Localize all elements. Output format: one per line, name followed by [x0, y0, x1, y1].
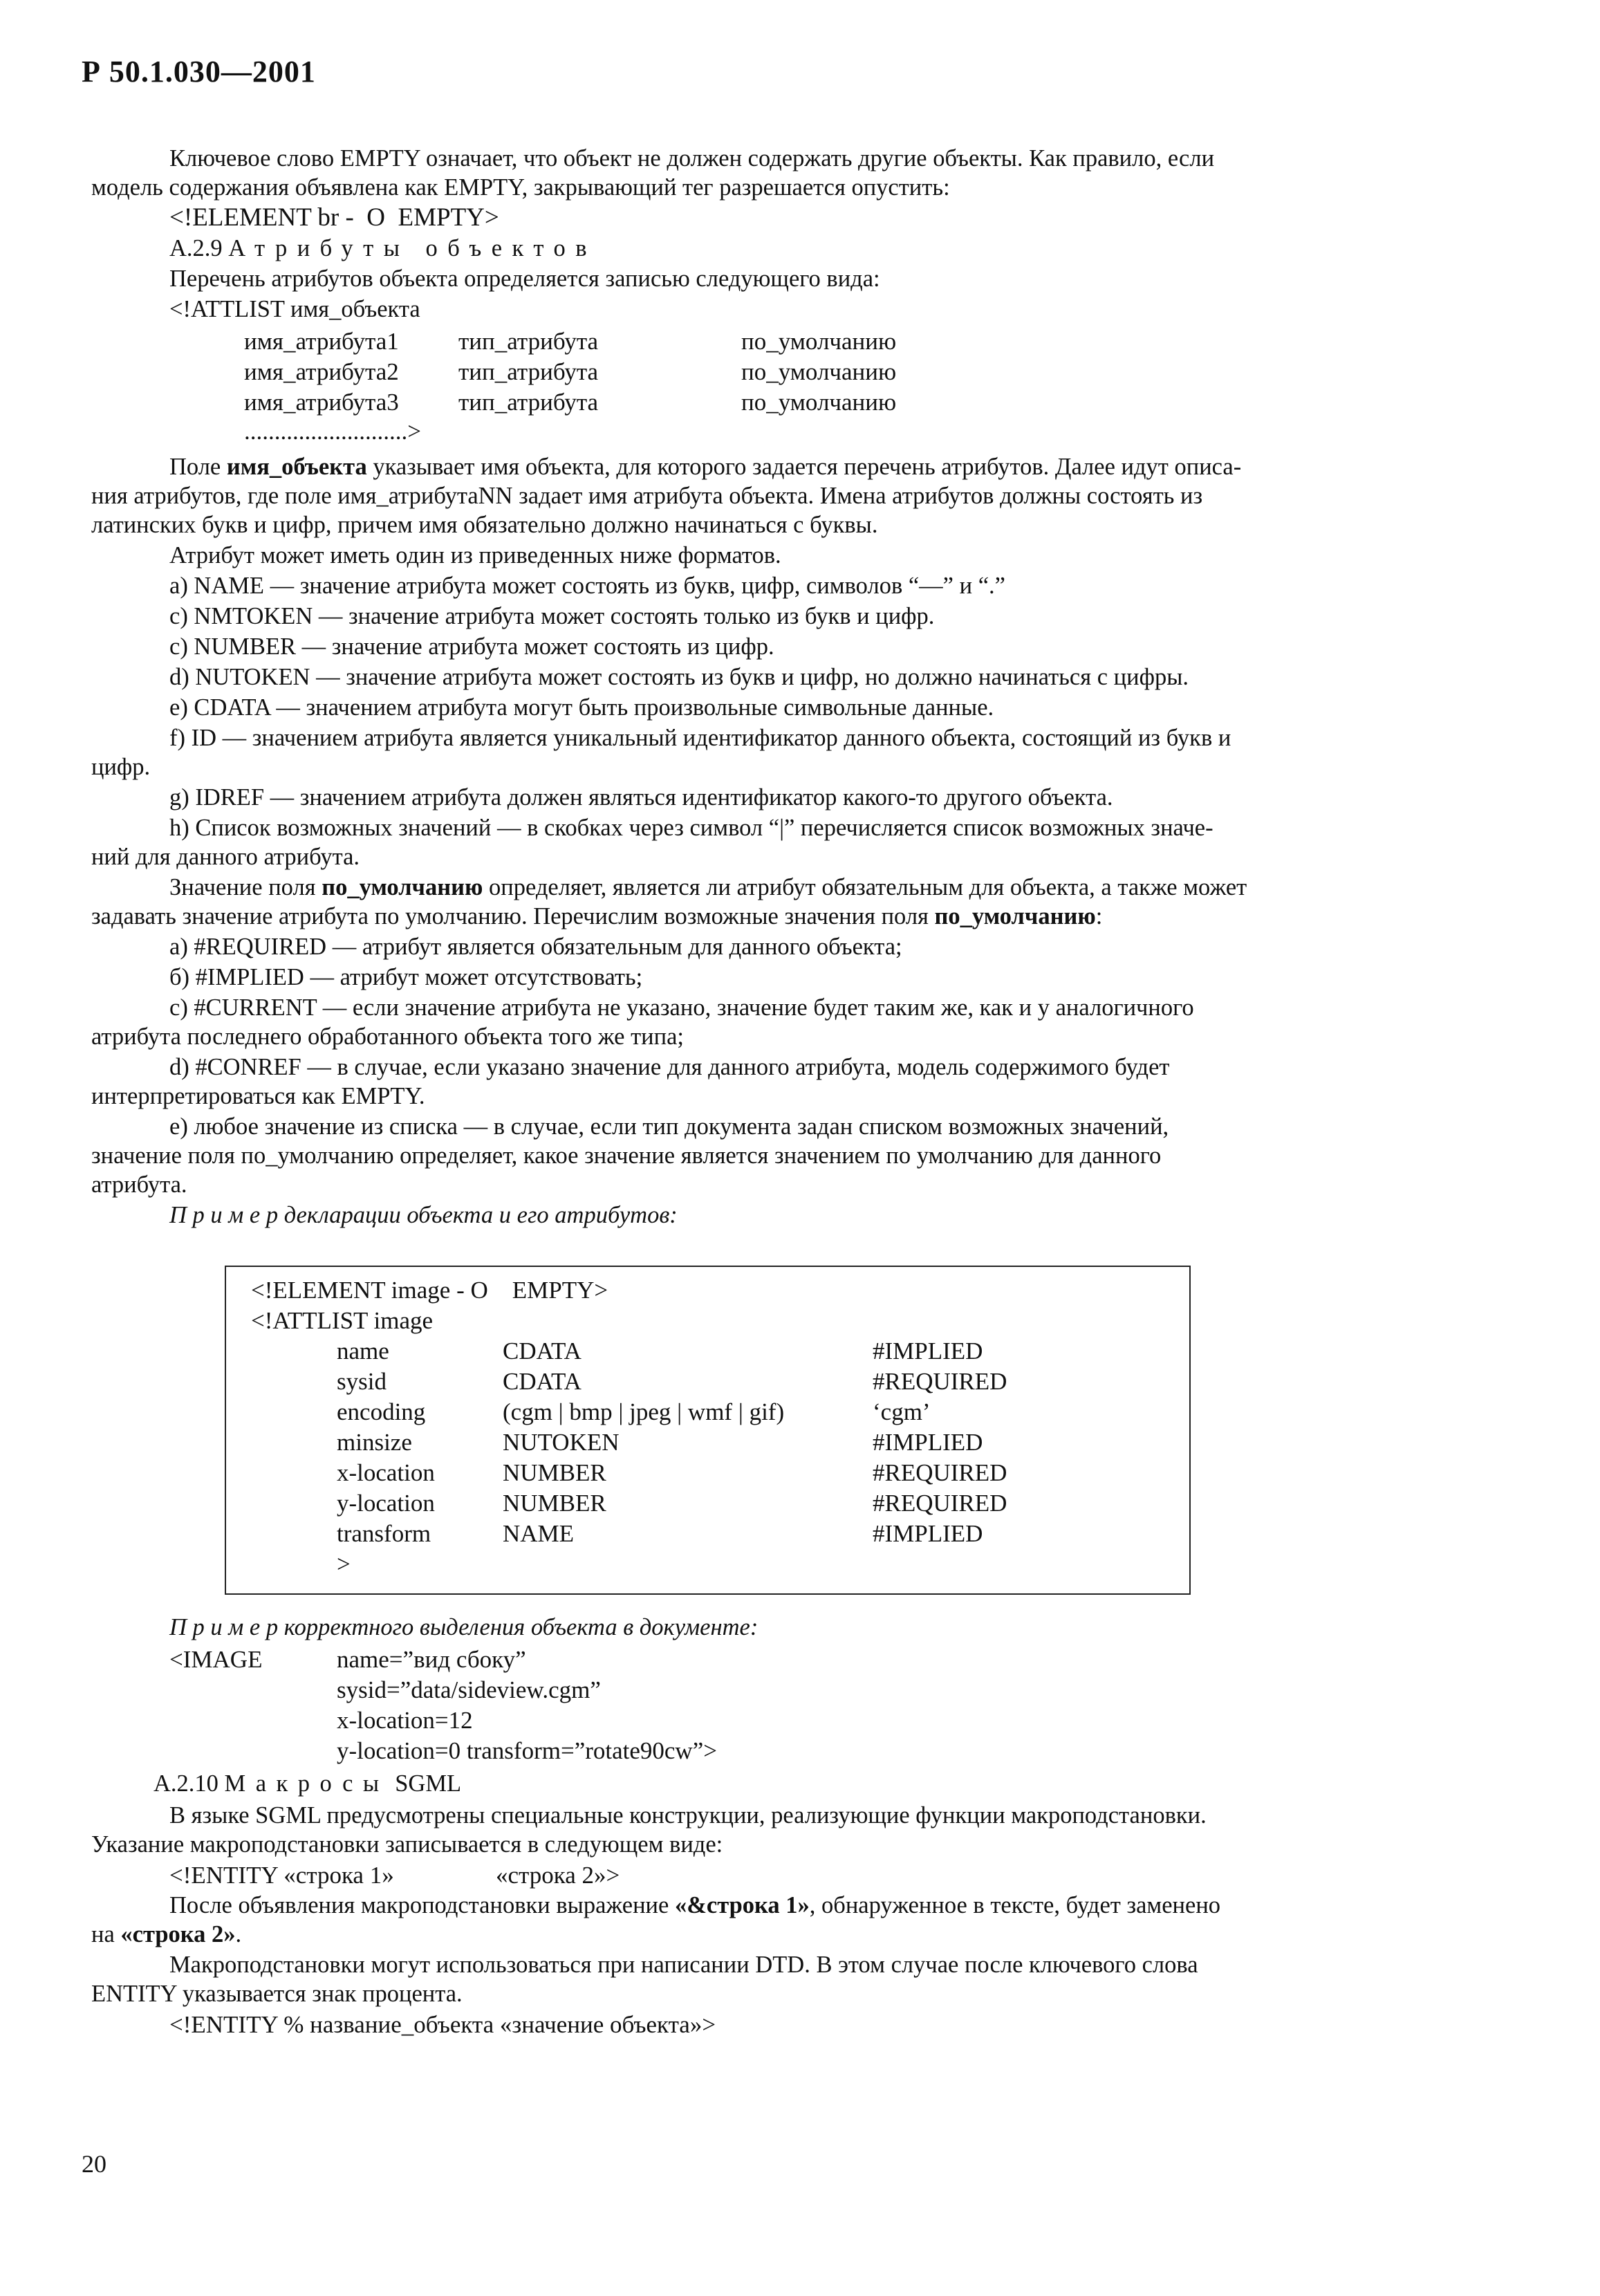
code-line: <!ELEMENT br - O EMPTY>	[169, 203, 499, 232]
box-cell: #REQUIRED	[873, 1459, 1007, 1486]
box-cell: #IMPLIED	[873, 1520, 983, 1547]
list-item: a) NAME — значение атрибута может состоять из букв, цифр, символов “—” и “.”	[169, 573, 1005, 599]
list-item: интерпретироваться как EMPTY.	[91, 1083, 425, 1109]
section-heading-a29: А.2.9 Атрибуты объектов	[169, 235, 597, 261]
list-item: c) NMTOKEN — значение атрибута может состоять только из букв и цифр.	[169, 603, 935, 629]
box-cell: #IMPLIED	[873, 1429, 983, 1456]
attlist-cell: тип_атрибута	[458, 328, 599, 355]
code-line: <!ENTITY % название_объекта «значение объекта»>	[169, 2011, 716, 2038]
box-cell: NUMBER	[503, 1490, 606, 1517]
attlist-cell: по_умолчанию	[741, 358, 897, 385]
attlist-cell: по_умолчанию	[741, 389, 897, 416]
paragraph-line: Ключевое слово EMPTY означает, что объект не должен содержать другие объекты. Как правило, если	[169, 145, 1215, 172]
list-item: d) NUTOKEN — значение атрибута может состоять из букв и цифр, но должно начинаться с цифры.	[169, 664, 1189, 690]
paragraph-line: задавать значение атрибута по умолчанию. Перечислим возможные значения поля по_умолчанию:	[91, 903, 1103, 929]
list-item: g) IDREF — значением атрибута должен являться идентификатор какого-то другого объекта.	[169, 784, 1113, 811]
code-line: name=”вид сбоку”	[337, 1646, 526, 1673]
list-item: d) #CONREF — в случае, если указано значение для данного атрибута, модель содержимого будет	[169, 1054, 1170, 1080]
box-cell: y-location	[337, 1490, 435, 1517]
box-end: >	[337, 1550, 351, 1577]
box-cell: transform	[337, 1520, 431, 1547]
list-item: c) #CURRENT — если значение атрибута не указано, значение будет таким же, как и у аналогичного	[169, 994, 1194, 1021]
list-item: атрибута последнего обработанного объекта того же типа;	[91, 1024, 684, 1050]
code-line: <IMAGE	[169, 1646, 263, 1673]
box-cell: ‘cgm’	[873, 1398, 931, 1425]
list-item: e) любое значение из списка — в случае, если тип документа задан списком возможных значений,	[169, 1113, 1169, 1140]
box-line: <!ELEMENT image - O EMPTY>	[251, 1277, 608, 1304]
box-cell: #IMPLIED	[873, 1337, 983, 1364]
box-line: <!ATTLIST image	[251, 1307, 434, 1334]
code-line: sysid=”data/sideview.cgm”	[337, 1676, 601, 1703]
paragraph-line: ния атрибутов, где поле имя_атрибутаNN задает имя атрибута объекта. Имена атрибутов должны состоять из	[91, 483, 1203, 509]
attlist-cell: тип_атрибута	[458, 358, 599, 385]
box-cell: minsize	[337, 1429, 412, 1456]
box-cell: sysid	[337, 1368, 387, 1395]
code-line: «строка 2»>	[496, 1862, 620, 1889]
list-item: h) Список возможных значений — в скобках через символ “|” перечисляется список возможных значе-	[169, 815, 1213, 841]
paragraph-line: на «строка 2».	[91, 1921, 242, 1947]
list-item: e) CDATA — значением атрибута могут быть произвольные символьные данные.	[169, 694, 994, 721]
paragraph-line: Указание макроподстановки записывается в следующем виде:	[91, 1831, 723, 1858]
attlist-end: ...........................>	[244, 418, 421, 445]
box-cell: #REQUIRED	[873, 1368, 1007, 1395]
attlist-cell: тип_атрибута	[458, 389, 599, 416]
box-cell: x-location	[337, 1459, 435, 1486]
list-item: атрибута.	[91, 1172, 187, 1198]
section-heading-a210: А.2.10 Макросы SGML	[154, 1770, 462, 1797]
box-cell: NAME	[503, 1520, 575, 1547]
paragraph-line: Поле имя_объекта указывает имя объекта, для которого задается перечень атрибутов. Далее идут описа-	[169, 454, 1242, 480]
box-cell: CDATA	[503, 1337, 582, 1364]
example-caption: П р и м е р корректного выделения объекта в документе:	[169, 1614, 759, 1640]
example-caption: П р и м е р декларации объекта и его атрибутов:	[169, 1202, 678, 1228]
paragraph-line: После объявления макроподстановки выражение «&строка 1», обнаруженное в тексте, будет заменено	[169, 1892, 1221, 1918]
paragraph-line: латинских букв и цифр, причем имя обязательно должно начинаться с буквы.	[91, 512, 878, 538]
attlist-cell: имя_атрибута3	[244, 389, 399, 416]
box-cell: #REQUIRED	[873, 1490, 1007, 1517]
paragraph-line: Атрибут может иметь один из приведенных ниже форматов.	[169, 542, 781, 568]
document-header: Р 50.1.030—2001	[82, 55, 316, 89]
attlist-cell: имя_атрибута2	[244, 358, 399, 385]
list-item: ний для данного атрибута.	[91, 844, 360, 870]
section-title: Атрибуты объектов	[228, 235, 597, 261]
list-item: б) #IMPLIED — атрибут может отсутствовать;	[169, 964, 643, 990]
section-title: Макросы	[224, 1770, 389, 1797]
code-line: <!ENTITY «строка 1»	[169, 1862, 394, 1889]
attlist-cell: имя_атрибута1	[244, 328, 399, 355]
paragraph-line: В языке SGML предусмотрены специальные конструкции, реализующие функции макроподстановки.	[169, 1802, 1207, 1829]
code-line: y-location=0 transform=”rotate90cw”>	[337, 1737, 717, 1764]
code-line: x-location=12	[337, 1707, 473, 1734]
box-cell: name	[337, 1337, 389, 1364]
list-item: a) #REQUIRED — атрибут является обязательным для данного объекта;	[169, 934, 902, 960]
list-item: f) ID — значением атрибута является уникальный идентификатор данного объекта, состоящий из букв и	[169, 725, 1231, 751]
box-cell: NUTOKEN	[503, 1429, 620, 1456]
list-item: значение поля по_умолчанию определяет, какое значение является значением по умолчанию для данного	[91, 1142, 1162, 1169]
box-cell: encoding	[337, 1398, 426, 1425]
paragraph-line: Макроподстановки могут использоваться при написании DTD. В этом случае после ключевого слова	[169, 1952, 1198, 1978]
paragraph-line: модель содержания объявлена как EMPTY, закрывающий тег разрешается опустить:	[91, 174, 950, 201]
list-item: c) NUMBER — значение атрибута может состоять из цифр.	[169, 633, 774, 660]
attlist-cell: по_умолчанию	[741, 328, 897, 355]
page-number: 20	[82, 2150, 106, 2178]
box-cell: (cgm | bmp | jpeg | wmf | gif)	[503, 1398, 785, 1425]
code-line: <!ATTLIST имя_объекта	[169, 296, 420, 322]
paragraph-line: ENTITY указывается знак процента.	[91, 1981, 463, 2007]
paragraph-line: Значение поля по_умолчанию определяет, является ли атрибут обязательным для объекта, а также может	[169, 874, 1247, 900]
paragraph-line: Перечень атрибутов объекта определяется записью следующего вида:	[169, 266, 880, 292]
box-cell: NUMBER	[503, 1459, 606, 1486]
list-item: цифр.	[91, 754, 151, 780]
box-cell: CDATA	[503, 1368, 582, 1395]
